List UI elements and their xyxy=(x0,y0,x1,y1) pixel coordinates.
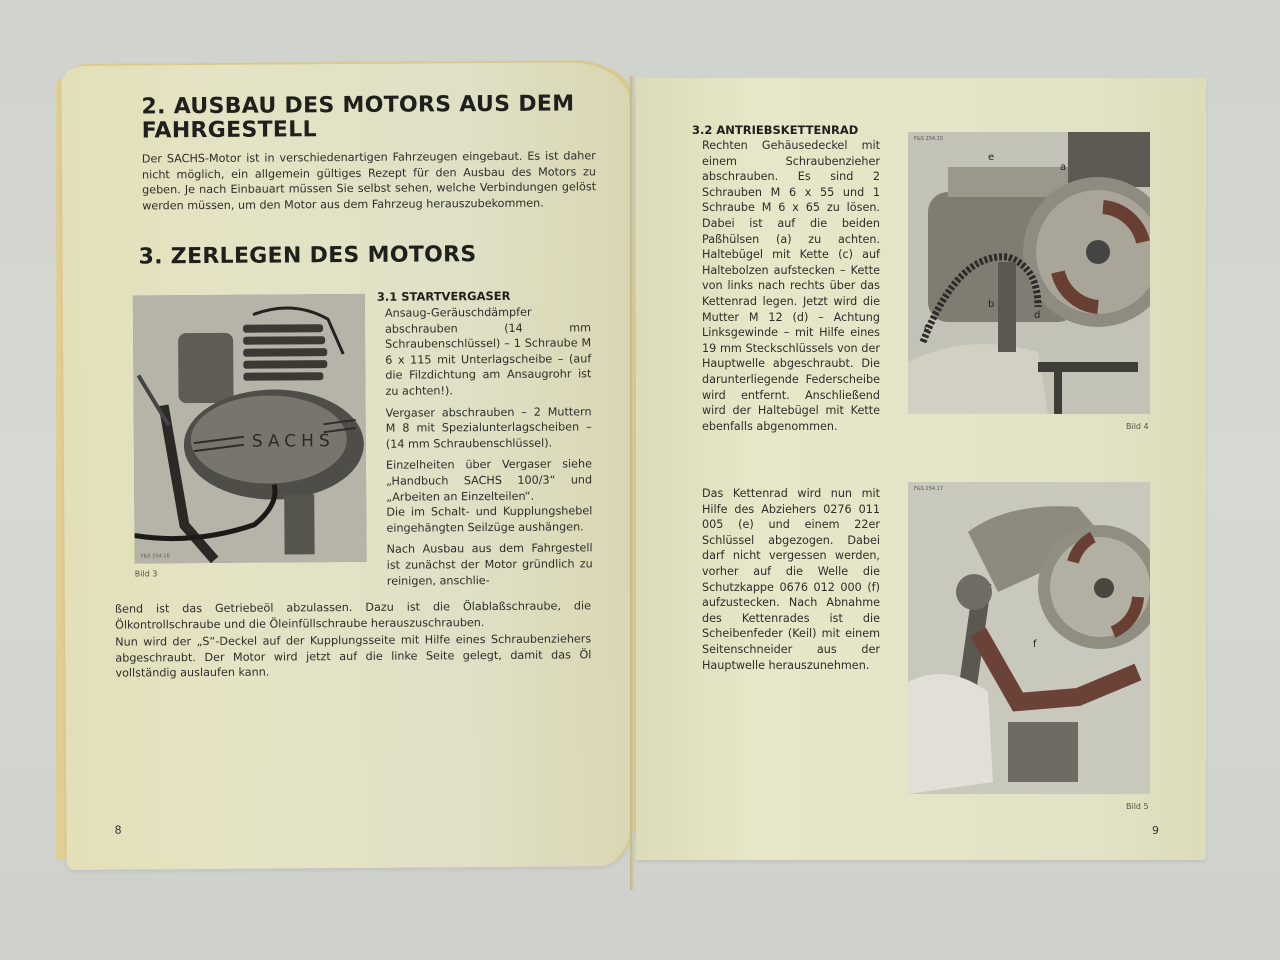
plate-id: F&S 254.17 xyxy=(914,486,944,492)
photo-bild-4 xyxy=(908,132,1150,414)
section-2-title-line1: 2. AUSBAU DES MOTORS AUS DEM xyxy=(141,91,575,120)
svg-text:b: b xyxy=(988,299,995,310)
paragraph: Ansaug-Geräuschdämpfer abschrauben (14 mm Schraubenschlüssel) – 1 Schraube M 6 x 115 mit Unterlagscheibe – (auf die Filzdichtung am Ansaugrohr ist zu achten!). xyxy=(384,305,592,398)
plate-id: F&S 254.15 xyxy=(914,136,944,142)
sprocket-puller-illustration xyxy=(908,482,1150,794)
section-3-title: 3. ZERLEGEN DES MOTORS xyxy=(138,242,477,270)
page-number-right: 9 xyxy=(1152,824,1159,837)
plate-id: F&S 254.16 xyxy=(140,553,170,560)
right-page xyxy=(636,78,1206,860)
subsection-3-1-text xyxy=(385,304,593,589)
figure-caption-bild-4: Bild 4 xyxy=(1126,422,1149,431)
left-page xyxy=(61,60,639,870)
subsection-3-2-text-2: Das Kettenrad wird nun mit Hilfe des Abziehers 0276 011 005 (e) und einem 22er Schlüssel abgezogen. Dabei darf nicht vergessen werden, vorher auf die Welle die Schutzkappe 0676 012 000 (f) aufzustecken. Nach Abnahme des Kettenrades ist die Scheibenfeder (Keil) mit einem Seitenschneider aus der Hauptwelle herauszunehmen. xyxy=(702,487,880,672)
svg-text:d: d xyxy=(1034,310,1041,321)
subsection-3-2-text: Rechten Gehäusedeckel mit einem Schraubenzieher abschrauben. Es sind 2 Schrauben M 6 x 55 und 1 Schraube M 6 x 65 zu lösen. Dabei ist auf die beiden Paßhülsen (a) zu achten. Haltebügel mit Kette (c) auf Haltebolzen aufstecken – Kette von links nach rechts über das Kettenrad legen. Jetzt wird die Mutter M 12 (d) – Achtung Linksgewinde – mit Hilfe eines 19 mm Steckschlüssels von der Hauptwelle abgeschraubt. Die darunterliegende Federscheibe wird entfernt. Anschließend wird der Haltebügel mit Kette ebenfalls abgenommen. xyxy=(702,139,880,433)
paragraph: Nach Ausbau aus dem Fahrgestell ist zunächst der Motor gründlich zu reinigen, anschlie- xyxy=(386,541,593,588)
sachs-emblem: SACHS xyxy=(251,431,335,452)
section-2-text: Der SACHS-Motor ist in verschiedenartigen Fahrzeugen eingebaut. Es ist daher nicht möglich, ein allgemein gültiges Rezept für den Ausbau des Motors zu geben. Je nach Einbauart müssen Sie selbst sehen, welche Verbindungen gelöst werden müssen, um den Motor aus dem Fahrzeug herauszubekommen. xyxy=(141,149,597,213)
paragraph: Einzelheiten über Vergaser siehe „Handbuch SACHS 100/3“ und „Arbeiten an Einzelteilen“. xyxy=(385,457,593,504)
figure-caption-bild-5: Bild 5 xyxy=(1126,802,1149,811)
paragraph: ßend ist das Getriebeöl abzulassen. Dazu ist die Ölablaßschraube, die Ölkontrollschraube und die Öleinfüllschraube herauszuschrauben. xyxy=(114,599,592,632)
photo-bild-5 xyxy=(908,482,1150,794)
svg-text:f: f xyxy=(1033,639,1037,650)
svg-text:a: a xyxy=(1060,162,1067,173)
booklet-spine xyxy=(630,76,634,890)
chain-sprocket-illustration xyxy=(908,132,1150,414)
section-2-title xyxy=(141,92,574,143)
svg-text:c: c xyxy=(924,322,930,333)
figure-caption-bild-3: Bild 3 xyxy=(134,569,158,579)
paragraph: Die im Schalt- und Kupplungshebel eingehängten Seilzüge aushängen. xyxy=(386,504,593,535)
svg-text:e: e xyxy=(988,152,995,163)
page-number-left: 8 xyxy=(114,823,122,837)
subsection-3-2-title: 3.2 ANTRIEBSKETTENRAD xyxy=(692,123,859,137)
engine-illustration xyxy=(133,294,367,564)
section-3-continuation xyxy=(115,598,592,687)
section-2-title-line2: FAHRGESTELL xyxy=(141,117,317,144)
engine-photo-bild-3 xyxy=(133,294,367,564)
subsection-3-1-title: 3.1 STARTVERGASER xyxy=(376,288,511,304)
paragraph: Vergaser abschrauben – 2 Muttern M 8 mit Spezialunterlagscheiben – (14 mm Schraubenschlüssel). xyxy=(385,404,592,451)
paragraph: Nun wird der „S“-Deckel auf der Kupplungsseite mit Hilfe eines Schraubenziehers abgeschraubt. Der Motor wird jetzt auf die linke Seite gelegt, damit das Öl vollständig auslaufen kann. xyxy=(115,632,592,681)
